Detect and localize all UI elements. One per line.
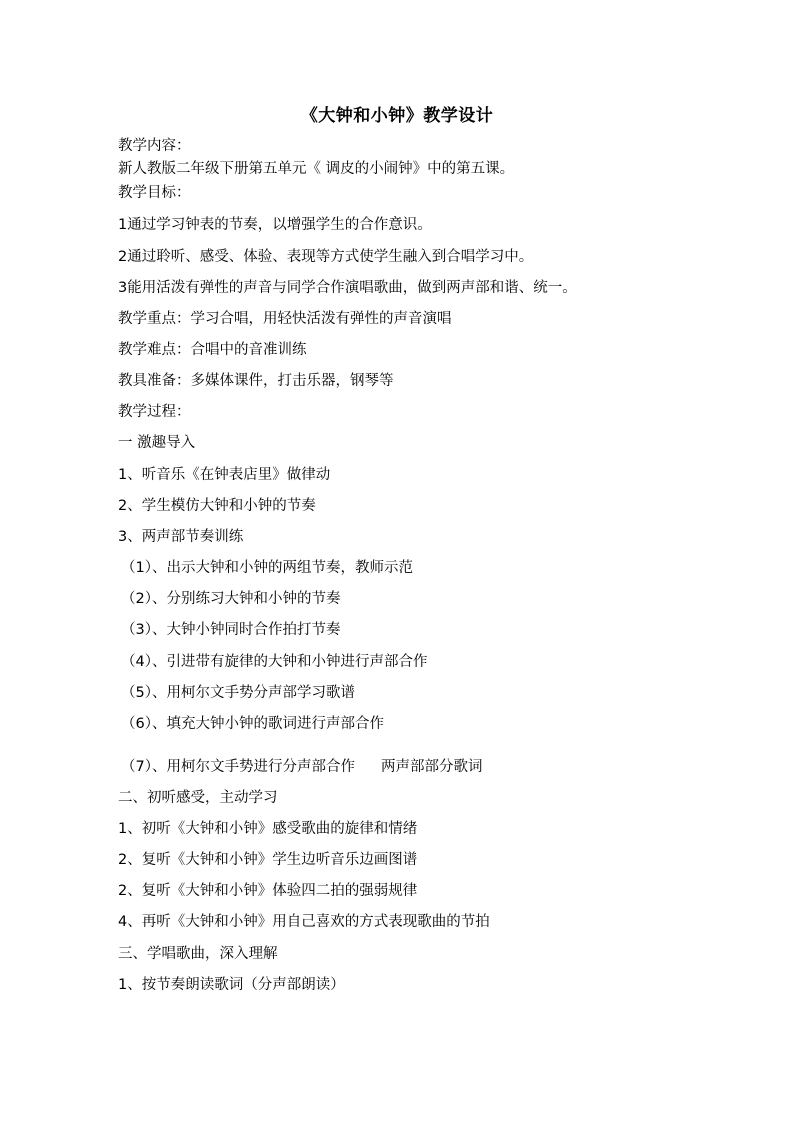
process-label: 教学过程：: [118, 404, 191, 420]
materials: 教具准备：多媒体课件，打击乐器，钢琴等: [118, 373, 394, 389]
content-text: 新人教版二年级下册第五单元《 调皮的小闹钟》中的第五课。: [118, 161, 515, 177]
section-1-subitem-5: （5）、用柯尔文手势分声部学习歌谱: [121, 685, 355, 701]
section-2-item-4: 4、再听《大钟和小钟》用自己喜欢的方式表现歌曲的节拍: [118, 914, 490, 930]
section-1-item-1: 1、听音乐《在钟表店里》做律动: [118, 467, 331, 483]
key-points: 教学重点：学习合唱，用轻快活泼有弹性的声音演唱: [118, 311, 452, 327]
subitem-7-note: 两声部部分歌词: [380, 759, 483, 775]
section-1-heading: 一 激趣导入: [118, 435, 196, 451]
section-2-item-3: 2、复听《大钟和小钟》体验四二拍的强弱规律: [118, 883, 418, 899]
section-2-heading: 二、初听感受，主动学习: [118, 790, 278, 806]
objective-2: 2通过聆听、感受、体验、表现等方式使学生融入到合唱学习中。: [118, 249, 534, 265]
section-1-item-3: 3、两声部节奏训练: [118, 529, 244, 545]
section-2-item-1: 1、初听《大钟和小钟》感受歌曲的旋律和情绪: [118, 821, 418, 837]
section-1-subitem-1: （1）、出示大钟和小钟的两组节奏，教师示范: [121, 560, 413, 576]
section-2-item-2: 2、复听《大钟和小钟》学生边听音乐边画图谱: [118, 852, 418, 868]
section-1-subitem-2: （2）、分别练习大钟和小钟的节奏: [121, 591, 341, 607]
section-1-item-2: 2、学生模仿大钟和小钟的节奏: [118, 498, 316, 514]
difficulties: 教学难点：合唱中的音准训练: [118, 342, 307, 358]
section-3-item-1: 1、按节奏朗读歌词（分声部朗读）: [118, 977, 345, 993]
content-label: 教学内容：: [118, 138, 191, 154]
objective-3: 3能用活泼有弹性的声音与同学合作演唱歌曲，做到两声部和谐、统一。: [118, 280, 577, 296]
subitem-7-text: （7）、用柯尔文手势进行分声部合作: [121, 759, 355, 775]
document-title: 《大钟和小钟》教学设计: [300, 106, 494, 126]
objectives-label: 教学目标：: [118, 185, 191, 201]
section-3-heading: 三、学唱歌曲，深入理解: [118, 946, 278, 962]
objective-1: 1通过学习钟表的节奏，以增强学生的合作意识。: [118, 217, 432, 233]
section-1-subitem-7: [121, 757, 482, 777]
section-1-subitem-4: （4）、引进带有旋律的大钟和小钟进行声部合作: [121, 654, 428, 670]
section-1-subitem-6: （6）、填充大钟小钟的歌词进行声部合作: [121, 716, 384, 732]
section-1-subitem-3: （3）、大钟小钟同时合作拍打节奏: [121, 622, 341, 638]
